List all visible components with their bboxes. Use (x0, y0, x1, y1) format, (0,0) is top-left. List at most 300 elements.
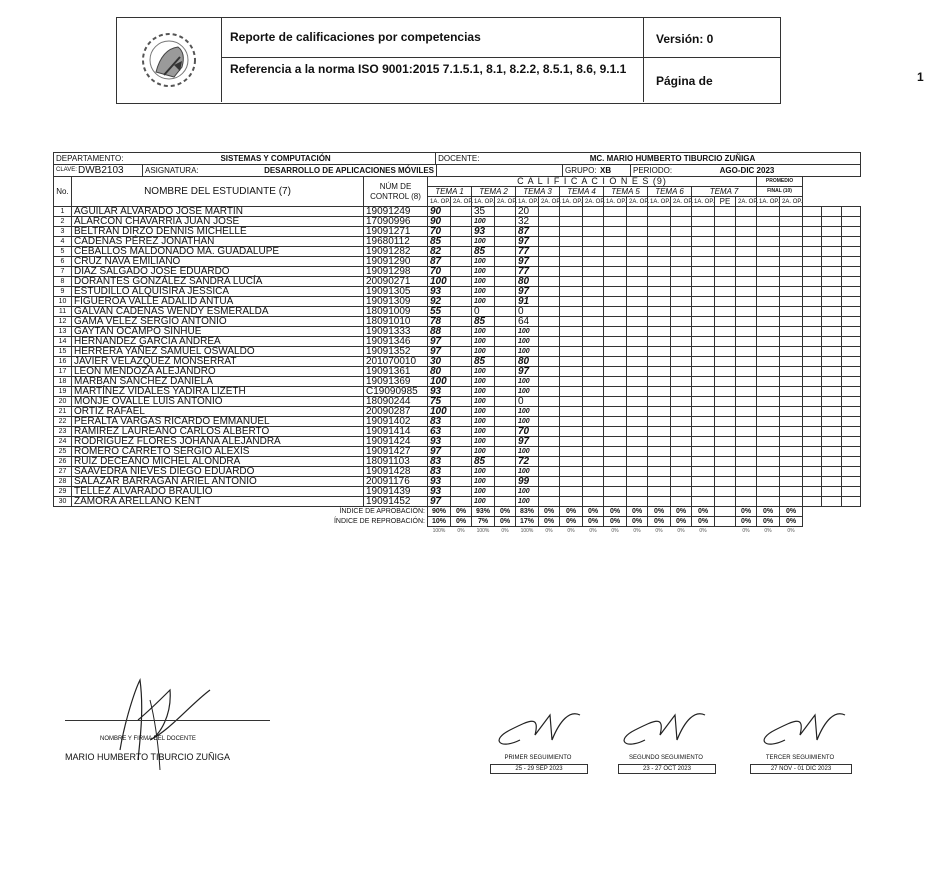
grade-tema-3: 100 (516, 387, 539, 397)
grade-cell (627, 457, 648, 467)
total-value: 0% (655, 528, 663, 534)
grade-cell (822, 467, 841, 477)
grade-cell (803, 307, 822, 317)
option-header: 2A. OP. (671, 197, 692, 207)
control-number: 19091414 (364, 427, 428, 437)
index-value: 0% (604, 507, 627, 517)
grade-tema-1: 100 (428, 277, 451, 287)
grade-cell (627, 337, 648, 347)
grade-tema-2: 100 (472, 237, 495, 247)
grade-cell (604, 297, 627, 307)
grade-cell (715, 397, 736, 407)
grade-cell (560, 207, 583, 217)
grade-cell (736, 447, 757, 457)
student-name: ALARCON CHAVARRIA JUAN JOSE (72, 217, 364, 227)
grade-cell (803, 457, 822, 467)
grade-cell (803, 417, 822, 427)
student-name: CADENAS PÉREZ JONATHAN (72, 237, 364, 247)
grade-cell (539, 357, 560, 367)
index-value: 0% (495, 507, 516, 517)
row-number: 13 (54, 327, 72, 337)
grade-cell (539, 437, 560, 447)
option-header: 1A. OP. (516, 197, 539, 207)
row-number: 25 (54, 447, 72, 457)
grade-cell (604, 287, 627, 297)
grade-cell (539, 277, 560, 287)
row-number: 16 (54, 357, 72, 367)
grade-cell (715, 317, 736, 327)
index-value: 0% (648, 507, 671, 517)
student-name: BELTRAN DIRZO DENNIS MICHELLE (72, 227, 364, 237)
grade-tema-2: 100 (472, 407, 495, 417)
grade-cell (715, 227, 736, 237)
grade-cell (841, 207, 860, 217)
grade-cell (803, 237, 822, 247)
grade-cell (583, 447, 604, 457)
grade-cell (715, 207, 736, 217)
grade-cell (539, 447, 560, 457)
index-value: 93% (472, 507, 495, 517)
grade-cell (671, 457, 692, 467)
index-value: 7% (472, 517, 495, 527)
grade-cell (841, 497, 860, 507)
grade-cell (757, 337, 780, 347)
periodo-label: PERIODO: (630, 165, 682, 176)
student-name: ZAMORA ARELLANO KENT (72, 497, 364, 507)
grade-cell (822, 347, 841, 357)
index-value: 0% (539, 517, 560, 527)
grade-cell (495, 467, 516, 477)
grade-cell (648, 437, 671, 447)
grade-cell (780, 357, 803, 367)
grade-tema-2: 85 (472, 317, 495, 327)
grade-cell (495, 417, 516, 427)
grade-tema-1: 92 (428, 297, 451, 307)
grade-cell (495, 317, 516, 327)
grade-cell (648, 457, 671, 467)
grade-cell (736, 487, 757, 497)
grade-cell (451, 277, 472, 287)
grade-cell (495, 227, 516, 237)
grade-tema-2: 100 (472, 217, 495, 227)
grade-cell (757, 487, 780, 497)
grade-cell (822, 237, 841, 247)
grade-cell (495, 397, 516, 407)
grade-cell (803, 347, 822, 357)
control-number: 201070010 (364, 357, 428, 367)
grade-tema-1: 82 (428, 247, 451, 257)
grade-cell (583, 207, 604, 217)
grade-cell (671, 327, 692, 337)
grade-cell (757, 407, 780, 417)
grade-cell (539, 347, 560, 357)
grade-cell (451, 447, 472, 457)
tema-6-header: TEMA 6 (648, 187, 692, 197)
row-number: 21 (54, 407, 72, 417)
option-header: 2A. OP. (539, 197, 560, 207)
control-number: 19091290 (364, 257, 428, 267)
student-name: RAMIREZ LAUREANO CARLOS ALBERTO (72, 427, 364, 437)
grade-cell (671, 407, 692, 417)
grade-cell (822, 497, 841, 507)
option-header: 2A. OP. (736, 197, 757, 207)
grade-cell (627, 227, 648, 237)
grade-cell (451, 307, 472, 317)
student-name: MARTÍNEZ VIDALES YADIRA LIZETH (72, 387, 364, 397)
control-number: 19091428 (364, 467, 428, 477)
grade-cell (648, 367, 671, 377)
grade-cell (539, 267, 560, 277)
table-row (54, 207, 861, 217)
grade-cell (451, 367, 472, 377)
grade-cell (822, 277, 841, 287)
grade-tema-3: 100 (516, 377, 539, 387)
docente-value: MC. MARIO HUMBERTO TIBURCIO ZUÑIGA (589, 154, 756, 163)
table-row (54, 487, 861, 497)
grade-tema-3: 97 (516, 367, 539, 377)
grade-cell (451, 457, 472, 467)
grade-cell (627, 347, 648, 357)
row-number: 27 (54, 467, 72, 477)
grade-cell (822, 477, 841, 487)
grade-cell (780, 477, 803, 487)
grade-cell (780, 317, 803, 327)
grade-cell (604, 237, 627, 247)
grade-cell (757, 477, 780, 487)
grade-tema-1: 75 (428, 397, 451, 407)
index-value: 0% (560, 507, 583, 517)
grade-cell (539, 217, 560, 227)
grade-tema-3: 0 (516, 307, 539, 317)
student-name: MONJE OVALLE LUIS ANTONIO (72, 397, 364, 407)
grade-cell (451, 497, 472, 507)
grade-cell (715, 347, 736, 357)
grade-cell (648, 317, 671, 327)
grade-cell (803, 467, 822, 477)
grade-cell (671, 367, 692, 377)
grade-tema-2: 93 (472, 227, 495, 237)
control-number: 20090287 (364, 407, 428, 417)
grade-cell (495, 337, 516, 347)
grade-tema-3: 97 (516, 257, 539, 267)
grade-cell (560, 347, 583, 357)
table-row (54, 227, 861, 237)
total-value: 100% (476, 528, 490, 534)
grade-cell (671, 427, 692, 437)
grade-cell (583, 497, 604, 507)
grade-cell (627, 287, 648, 297)
control-number: 19091402 (364, 417, 428, 427)
total-value: 0% (742, 528, 750, 534)
grade-cell (803, 437, 822, 447)
control-number: 19091298 (364, 267, 428, 277)
grade-cell (757, 417, 780, 427)
grade-cell (757, 257, 780, 267)
control-number: 19091452 (364, 497, 428, 507)
control-number: 20091176 (364, 477, 428, 487)
grade-cell (583, 237, 604, 247)
grade-tema-1: 85 (428, 237, 451, 247)
grade-cell (803, 327, 822, 337)
grade-tema-3: 100 (516, 407, 539, 417)
grade-cell (757, 467, 780, 477)
grade-cell (627, 377, 648, 387)
tema-1-header: TEMA 1 (428, 187, 472, 197)
grade-cell (671, 357, 692, 367)
grade-cell (627, 217, 648, 227)
grade-cell (841, 277, 860, 287)
student-name: ROMERO CARRETO SERGIO ALEXIS (72, 447, 364, 457)
grade-cell (841, 447, 860, 457)
grade-cell (803, 267, 822, 277)
total-value (715, 527, 736, 537)
grade-tema-1: 93 (428, 487, 451, 497)
promedio-header: PROMEDIO (757, 177, 803, 187)
grade-tema-3: 32 (516, 217, 539, 227)
col-no: No. (54, 177, 72, 207)
grade-cell (604, 487, 627, 497)
grade-cell (692, 467, 715, 477)
final-header: FINAL (10) (757, 187, 803, 197)
control-number: 19091439 (364, 487, 428, 497)
grade-cell (803, 297, 822, 307)
grade-cell (822, 307, 841, 317)
grade-cell (692, 317, 715, 327)
table-row (54, 217, 861, 227)
student-name: LEON MENDOZA ALEJANDRO (72, 367, 364, 377)
grade-cell (604, 337, 627, 347)
index-value: 17% (516, 517, 539, 527)
index-value: 0% (451, 517, 472, 527)
grade-cell (583, 357, 604, 367)
totals-row (54, 527, 861, 537)
seg1-date: 25 - 29 SEP 2023 (490, 764, 588, 774)
page-label: Página de (656, 74, 713, 88)
grade-cell (780, 267, 803, 277)
grade-cell (736, 297, 757, 307)
option-header: 2A. OP. (451, 197, 472, 207)
index-value: 90% (428, 507, 451, 517)
grade-cell (583, 417, 604, 427)
student-name: GAMA VELEZ SERGIO ANTONIO (72, 317, 364, 327)
grade-cell (822, 377, 841, 387)
grade-cell (692, 487, 715, 497)
grade-cell (757, 317, 780, 327)
grade-cell (583, 277, 604, 287)
grade-cell (841, 477, 860, 487)
grade-cell (627, 417, 648, 427)
asignatura-label: ASIGNATURA: (142, 165, 200, 176)
grade-cell (583, 247, 604, 257)
student-name: JAVIER VELAZQUEZ MONSERRAT (72, 357, 364, 367)
grade-cell (780, 377, 803, 387)
student-name: RUIZ DECEANO MICHEL ALONDRA (72, 457, 364, 467)
grade-tema-3: 20 (516, 207, 539, 217)
grade-cell (736, 277, 757, 287)
grade-cell (583, 427, 604, 437)
grade-cell (539, 317, 560, 327)
grade-cell (715, 307, 736, 317)
grade-tema-2: 85 (472, 247, 495, 257)
grade-cell (648, 287, 671, 297)
grade-cell (715, 267, 736, 277)
grade-cell (451, 397, 472, 407)
index-value: 0% (583, 507, 604, 517)
grade-cell (648, 227, 671, 237)
clave-label: CLAVE: (56, 167, 77, 173)
grade-cell (715, 457, 736, 467)
table-row (54, 417, 861, 427)
grade-cell (841, 467, 860, 477)
table-row (54, 497, 861, 507)
grade-tema-1: 93 (428, 437, 451, 447)
grade-cell (648, 357, 671, 367)
index-value: 0% (583, 517, 604, 527)
grade-cell (757, 277, 780, 287)
grade-cell (715, 327, 736, 337)
grade-cell (560, 417, 583, 427)
grade-cell (671, 237, 692, 247)
seg3-date: 27 NOV - 01 DIC 2023 (750, 764, 852, 774)
grade-cell (780, 337, 803, 347)
grade-cell (715, 297, 736, 307)
grade-cell (583, 397, 604, 407)
grade-tema-3: 100 (516, 327, 539, 337)
grade-cell (539, 377, 560, 387)
grade-cell (648, 467, 671, 477)
control-number: 19091309 (364, 297, 428, 307)
table-row (54, 427, 861, 437)
total-value: 0% (501, 528, 509, 534)
seg2-label: SEGUNDO SEGUIMIENTO (629, 755, 703, 761)
grade-cell (671, 267, 692, 277)
grade-cell (736, 397, 757, 407)
grade-cell (757, 347, 780, 357)
grade-cell (495, 377, 516, 387)
grade-tema-3: 97 (516, 237, 539, 247)
grade-cell (803, 397, 822, 407)
grade-cell (627, 277, 648, 287)
grade-cell (495, 357, 516, 367)
document-header (116, 17, 781, 104)
grade-tema-2: 100 (472, 377, 495, 387)
grade-cell (451, 427, 472, 437)
student-name: GAYTAN OCAMPO SINHUE (72, 327, 364, 337)
grade-tema-3: 87 (516, 227, 539, 237)
grade-cell (736, 217, 757, 227)
index-value: 0% (757, 507, 780, 517)
grade-cell (757, 237, 780, 247)
grade-cell (841, 357, 860, 367)
grade-cell (627, 447, 648, 457)
grade-cell (803, 367, 822, 377)
table-row (54, 357, 861, 367)
grade-cell (539, 487, 560, 497)
grade-cell (803, 487, 822, 497)
grade-cell (451, 267, 472, 277)
grade-cell (780, 347, 803, 357)
grade-cell (627, 387, 648, 397)
control-number: 18090244 (364, 397, 428, 407)
grade-cell (803, 217, 822, 227)
total-value: 0% (787, 528, 795, 534)
table-row (54, 407, 861, 417)
grade-tema-1: 83 (428, 467, 451, 477)
grade-cell (583, 437, 604, 447)
grade-cell (539, 477, 560, 487)
grade-cell (715, 407, 736, 417)
grade-cell (736, 247, 757, 257)
grade-cell (671, 497, 692, 507)
iso-reference: Referencia a la norma ISO 9001:2015 7.1.5.1, 8.1, 8.2.2, 8.5.1, 8.6, 9.1.1 (222, 58, 644, 102)
grade-cell (841, 387, 860, 397)
grade-cell (583, 257, 604, 267)
grade-cell (604, 387, 627, 397)
total-value: 0% (611, 528, 619, 534)
grade-cell (583, 327, 604, 337)
grade-cell (803, 477, 822, 487)
grade-cell (841, 247, 860, 257)
grade-cell (780, 387, 803, 397)
grade-tema-1: 83 (428, 457, 451, 467)
grade-cell (627, 317, 648, 327)
grade-cell (451, 377, 472, 387)
option-header: 1A. OP. (472, 197, 495, 207)
grade-cell (671, 387, 692, 397)
grade-cell (583, 407, 604, 417)
grade-tema-3: 100 (516, 467, 539, 477)
grade-cell (560, 467, 583, 477)
grade-tema-3: 100 (516, 447, 539, 457)
grade-cell (841, 487, 860, 497)
dept-label: DEPARTAMENTO: (56, 154, 124, 163)
grade-cell (822, 257, 841, 267)
option-header: 1A. OP. (757, 197, 780, 207)
grade-tema-3: 0 (516, 397, 539, 407)
index-label: ÍNDICE DE APROBACIÓN: (339, 508, 425, 516)
grade-cell (715, 247, 736, 257)
grade-cell (495, 277, 516, 287)
index-value: 0% (780, 517, 803, 527)
grade-cell (495, 347, 516, 357)
index-value: 0% (627, 507, 648, 517)
row-number: 15 (54, 347, 72, 357)
control-number: 20090271 (364, 277, 428, 287)
grade-cell (822, 247, 841, 257)
index-value: 0% (671, 517, 692, 527)
grade-cell (451, 417, 472, 427)
grade-cell (822, 337, 841, 347)
grade-cell (560, 267, 583, 277)
row-number: 10 (54, 297, 72, 307)
grade-cell (757, 207, 780, 217)
grade-cell (583, 377, 604, 387)
grade-cell (736, 287, 757, 297)
grade-cell (757, 327, 780, 337)
total-value: 0% (457, 528, 465, 534)
docente-label: DOCENTE: (435, 153, 485, 164)
row-number: 19 (54, 387, 72, 397)
grade-cell (780, 307, 803, 317)
table-row (54, 397, 861, 407)
grade-cell (604, 227, 627, 237)
grade-tema-2: 100 (472, 497, 495, 507)
grade-cell (604, 367, 627, 377)
table-row (54, 267, 861, 277)
grade-cell (627, 397, 648, 407)
total-value: 0% (589, 528, 597, 534)
grade-tema-2: 100 (472, 427, 495, 437)
